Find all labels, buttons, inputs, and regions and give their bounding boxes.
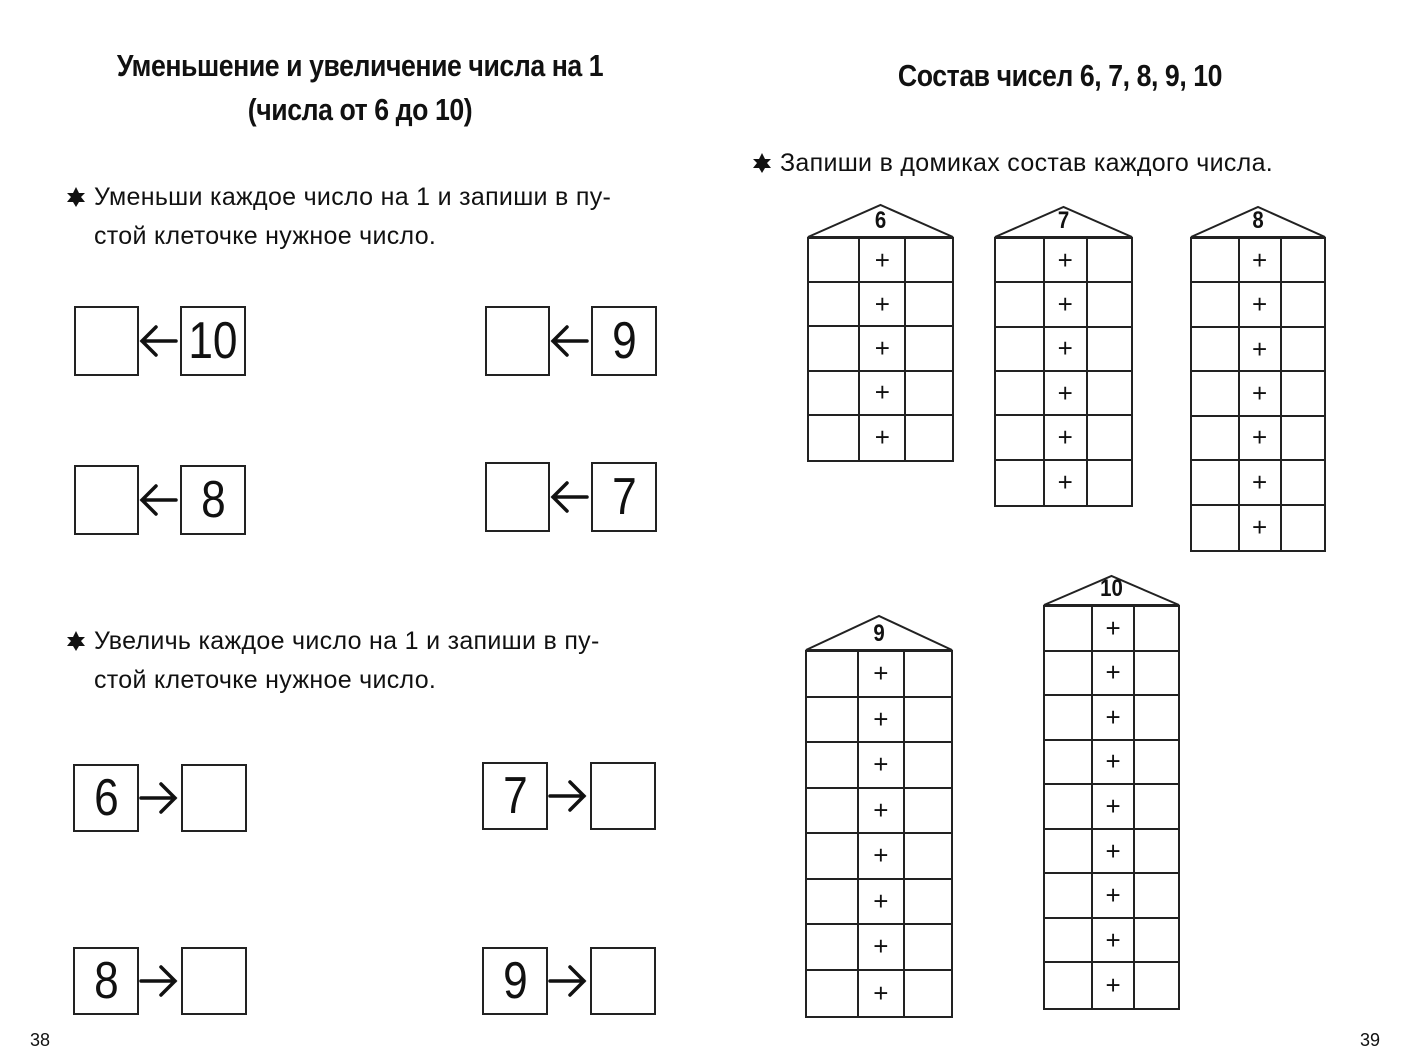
plus-sign: + bbox=[1093, 963, 1136, 1008]
addend-cell[interactable] bbox=[807, 971, 859, 1017]
addend-cell[interactable] bbox=[1135, 607, 1178, 652]
addend-cell[interactable] bbox=[1088, 372, 1131, 416]
addend-cell[interactable] bbox=[1282, 461, 1324, 505]
plus-sign: + bbox=[1240, 417, 1282, 461]
number-box bbox=[73, 764, 139, 832]
plus-sign: + bbox=[859, 971, 905, 1017]
addend-cell[interactable] bbox=[996, 372, 1045, 416]
arrow-right-icon bbox=[548, 776, 588, 816]
plus-sign: + bbox=[860, 239, 906, 283]
left-page-title: Уменьшение и увеличение числа на 1 (числа от 6 до 10) bbox=[116, 48, 604, 127]
answer-box[interactable] bbox=[590, 947, 656, 1015]
addend-cell[interactable] bbox=[1045, 652, 1093, 697]
addend-cell[interactable] bbox=[807, 880, 859, 926]
addend-cell[interactable] bbox=[1088, 283, 1131, 327]
answer-box[interactable] bbox=[74, 465, 139, 535]
answer-box[interactable] bbox=[590, 762, 656, 830]
house-number: 6 bbox=[874, 207, 887, 234]
addend-cell[interactable] bbox=[1045, 741, 1093, 786]
six-pointed-star-icon bbox=[66, 631, 86, 651]
given-number: 9 bbox=[611, 312, 637, 370]
addend-cell[interactable] bbox=[905, 652, 951, 698]
answer-box[interactable] bbox=[74, 306, 139, 376]
number-box bbox=[482, 947, 548, 1015]
addend-cell[interactable] bbox=[1192, 283, 1240, 327]
page-number-right: 39 bbox=[1360, 1030, 1381, 1050]
six-pointed-star-icon bbox=[752, 153, 772, 173]
number-house bbox=[1043, 574, 1180, 1010]
addend-cell[interactable] bbox=[1192, 239, 1240, 283]
number-house bbox=[807, 203, 954, 462]
arrow-left-icon bbox=[138, 480, 178, 520]
addend-cell[interactable] bbox=[1135, 741, 1178, 786]
answer-box[interactable] bbox=[181, 947, 247, 1015]
plus-sign: + bbox=[859, 880, 905, 926]
plus-sign: + bbox=[1093, 919, 1136, 964]
arrow-right-icon bbox=[139, 778, 179, 818]
addend-cell[interactable] bbox=[905, 789, 951, 835]
addend-cell[interactable] bbox=[807, 834, 859, 880]
plus-sign: + bbox=[1240, 461, 1282, 505]
plus-sign: + bbox=[859, 743, 905, 789]
plus-sign: + bbox=[1045, 328, 1088, 372]
addend-cell[interactable] bbox=[1135, 963, 1178, 1008]
plus-sign: + bbox=[860, 327, 906, 371]
plus-sign: + bbox=[1045, 416, 1088, 460]
plus-sign: + bbox=[860, 372, 906, 416]
addend-cell[interactable] bbox=[906, 372, 952, 416]
plus-sign: + bbox=[1240, 239, 1282, 283]
arrow-left-icon bbox=[138, 321, 178, 361]
addend-cell[interactable] bbox=[807, 743, 859, 789]
addend-cell[interactable] bbox=[1135, 652, 1178, 697]
arrow-right-icon bbox=[548, 961, 588, 1001]
plus-sign: + bbox=[1240, 328, 1282, 372]
plus-sign: + bbox=[859, 834, 905, 880]
given-number: 7 bbox=[611, 468, 637, 526]
given-number: 9 bbox=[502, 952, 528, 1010]
addend-cell[interactable] bbox=[1088, 416, 1131, 460]
addend-cell[interactable] bbox=[1282, 417, 1324, 461]
addend-cell[interactable] bbox=[809, 372, 860, 416]
addend-cell[interactable] bbox=[905, 698, 951, 744]
addend-cell[interactable] bbox=[809, 283, 860, 327]
number-box bbox=[180, 306, 246, 376]
plus-sign: + bbox=[1240, 506, 1282, 550]
number-house bbox=[1190, 205, 1326, 552]
given-number: 7 bbox=[502, 767, 528, 825]
plus-sign: + bbox=[859, 698, 905, 744]
arrow-right-icon bbox=[139, 961, 179, 1001]
addend-cell[interactable] bbox=[1088, 461, 1131, 505]
number-box bbox=[180, 465, 246, 535]
plus-sign: + bbox=[1093, 696, 1136, 741]
arrow-left-icon bbox=[549, 477, 589, 517]
addend-cell[interactable] bbox=[1135, 785, 1178, 830]
addend-cell[interactable] bbox=[809, 327, 860, 371]
addend-cell[interactable] bbox=[1045, 919, 1093, 964]
addend-cell[interactable] bbox=[1045, 785, 1093, 830]
addend-cell[interactable] bbox=[1045, 696, 1093, 741]
plus-sign: + bbox=[859, 652, 905, 698]
addend-cell[interactable] bbox=[807, 925, 859, 971]
page-number-left: 38 bbox=[30, 1030, 51, 1050]
answer-box[interactable] bbox=[485, 462, 550, 532]
addend-cell[interactable] bbox=[809, 239, 860, 283]
addend-cell[interactable] bbox=[1135, 696, 1178, 741]
addend-cell[interactable] bbox=[1282, 283, 1324, 327]
addend-cell[interactable] bbox=[905, 925, 951, 971]
plus-sign: + bbox=[1093, 607, 1136, 652]
addend-cell[interactable] bbox=[1088, 239, 1131, 283]
plus-sign: + bbox=[1045, 372, 1088, 416]
answer-box[interactable] bbox=[181, 764, 247, 832]
plus-sign: + bbox=[1093, 741, 1136, 786]
addend-cell[interactable] bbox=[1045, 830, 1093, 875]
task1-instruction: Уменьши каждое число на 1 и запиши в пу- стой клеточке нужное число. bbox=[66, 178, 611, 256]
addend-cell[interactable] bbox=[1282, 239, 1324, 283]
plus-sign: + bbox=[1093, 874, 1136, 919]
plus-sign: + bbox=[1093, 785, 1136, 830]
addend-cell[interactable] bbox=[1192, 328, 1240, 372]
number-house bbox=[805, 614, 953, 1018]
plus-sign: + bbox=[1093, 830, 1136, 875]
plus-sign: + bbox=[1045, 461, 1088, 505]
addend-cell[interactable] bbox=[996, 461, 1045, 505]
addend-cell[interactable] bbox=[996, 283, 1045, 327]
addend-cell[interactable] bbox=[1135, 919, 1178, 964]
addend-cell[interactable] bbox=[807, 789, 859, 835]
plus-sign: + bbox=[859, 789, 905, 835]
addend-cell[interactable] bbox=[905, 880, 951, 926]
addend-cell[interactable] bbox=[1192, 417, 1240, 461]
addend-cell[interactable] bbox=[1135, 874, 1178, 919]
house-number: 10 bbox=[1100, 575, 1123, 602]
addend-cell[interactable] bbox=[1282, 328, 1324, 372]
number-box bbox=[73, 947, 139, 1015]
given-number: 8 bbox=[93, 952, 119, 1010]
right-page-title: Состав чисел 6, 7, 8, 9, 10 bbox=[897, 58, 1223, 93]
answer-box[interactable] bbox=[485, 306, 550, 376]
given-number: 6 bbox=[93, 769, 119, 827]
addend-cell[interactable] bbox=[1192, 461, 1240, 505]
addend-cell[interactable] bbox=[1088, 328, 1131, 372]
number-house bbox=[994, 205, 1133, 507]
addend-cell[interactable] bbox=[905, 743, 951, 789]
plus-sign: + bbox=[1045, 239, 1088, 283]
task2-instruction: Увеличь каждое число на 1 и запиши в пу- стой клеточке нужное число. bbox=[66, 622, 600, 700]
addend-cell[interactable] bbox=[996, 239, 1045, 283]
addend-cell[interactable] bbox=[1282, 372, 1324, 416]
addend-cell[interactable] bbox=[1135, 830, 1178, 875]
addend-cell[interactable] bbox=[1192, 506, 1240, 550]
addend-cell[interactable] bbox=[1282, 506, 1324, 550]
addend-cell[interactable] bbox=[906, 416, 952, 460]
addend-cell[interactable] bbox=[905, 971, 951, 1017]
number-box bbox=[591, 462, 657, 532]
houses-instruction: Запиши в домиках состав каждого числа. bbox=[752, 144, 1273, 183]
addend-cell[interactable] bbox=[807, 652, 859, 698]
plus-sign: + bbox=[860, 416, 906, 460]
addend-cell[interactable] bbox=[1045, 963, 1093, 1008]
addend-cell[interactable] bbox=[1045, 607, 1093, 652]
plus-sign: + bbox=[1240, 372, 1282, 416]
given-number: 10 bbox=[188, 312, 238, 370]
plus-sign: + bbox=[860, 283, 906, 327]
house-number: 8 bbox=[1252, 207, 1264, 234]
plus-sign: + bbox=[859, 925, 905, 971]
arrow-left-icon bbox=[549, 321, 589, 361]
plus-sign: + bbox=[1093, 652, 1136, 697]
addend-cell[interactable] bbox=[1045, 874, 1093, 919]
plus-sign: + bbox=[1045, 283, 1088, 327]
addend-cell[interactable] bbox=[807, 698, 859, 744]
addend-cell[interactable] bbox=[906, 239, 952, 283]
addend-cell[interactable] bbox=[905, 834, 951, 880]
house-number: 9 bbox=[873, 620, 885, 647]
plus-sign: + bbox=[1240, 283, 1282, 327]
house-number: 7 bbox=[1057, 207, 1070, 234]
addend-cell[interactable] bbox=[809, 416, 860, 460]
number-box bbox=[482, 762, 548, 830]
addend-cell[interactable] bbox=[996, 328, 1045, 372]
addend-cell[interactable] bbox=[906, 327, 952, 371]
addend-cell[interactable] bbox=[1192, 372, 1240, 416]
addend-cell[interactable] bbox=[996, 416, 1045, 460]
given-number: 8 bbox=[200, 471, 226, 529]
number-box bbox=[591, 306, 657, 376]
addend-cell[interactable] bbox=[906, 283, 952, 327]
six-pointed-star-icon bbox=[66, 187, 86, 207]
